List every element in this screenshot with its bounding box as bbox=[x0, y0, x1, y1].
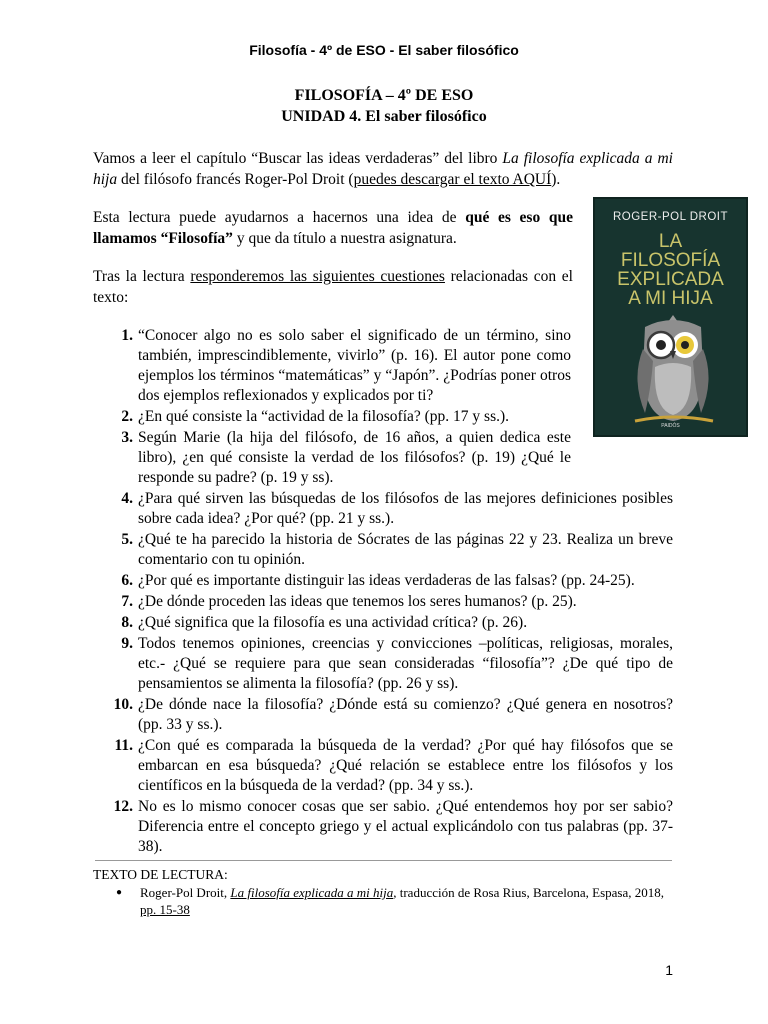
list-item bbox=[93, 695, 673, 735]
question-text: ¿Para qué sirven las búsquedas de los filósofos de las mejores definiciones posibles sobre cada idea? ¿Por qué? (pp. 21 y ss.). bbox=[138, 490, 673, 527]
question-text: ¿Qué te ha parecido la historia de Sócrates de las páginas 22 y 23. Realiza un breve comentario con tu opinión. bbox=[138, 531, 673, 568]
question-number: 4. bbox=[121, 490, 133, 507]
question-text: Todos tenemos opiniones, creencias y convicciones –políticas, religiosas, morales, etc.- ¿Qué se requiere para que sean consideradas “filosofía”? ¿De qué tipo de pensamientos se alimenta la filosofía? (pp. 26 y ss). bbox=[138, 635, 673, 692]
book-title: La filosofía explicada a mi hija bbox=[93, 150, 673, 188]
reference-heading: TEXTO DE LECTURA: bbox=[93, 867, 228, 882]
purpose-text: Esta lectura puede ayudarnos a hacernos una idea de bbox=[93, 209, 466, 226]
list-item bbox=[93, 634, 673, 694]
purpose-text-end: y que da título a nuestra asignatura. bbox=[232, 230, 457, 247]
question-number: 8. bbox=[121, 614, 133, 631]
question-text: ¿De dónde proceden las ideas que tenemos los seres humanos? (p. 25). bbox=[138, 593, 577, 610]
question-text: ¿Con qué es comparada la búsqueda de la verdad? ¿Por qué hay filósofos que se embarcan en esa búsqueda? ¿Qué relación se establece entre los filósofos y los científicos en la búsqueda de la verdad? (pp. 34 y ss.). bbox=[138, 737, 673, 794]
purpose-emphasis: qué es eso que llamamos “Filosofía” bbox=[93, 209, 573, 247]
list-item bbox=[93, 489, 673, 529]
question-text: Según Marie (la hija del filósofo, de 16 años, a quien dedica este libro), ¿en qué consiste la verdad de los filósofos? (p. 19) ¿Qué le responde su padre? (p. 19 y ss). bbox=[138, 429, 571, 486]
question-text: “Conocer algo no es solo saber el significado de un término, sino también, imprescindiblemente, vivirlo” (p. 16). El autor pone como ejemplos los términos “matemáticas” y “Japón”. ¿Podrías poner otros dos ejemplos reflexionados y explicados por ti? bbox=[138, 327, 571, 404]
owl-illustration bbox=[595, 309, 748, 429]
book-cover-image bbox=[593, 197, 748, 437]
reference-text bbox=[140, 884, 676, 918]
intro-text-end: ). bbox=[551, 171, 561, 188]
list-item bbox=[93, 592, 673, 612]
cover-author: ROGER-POL DROIT bbox=[612, 211, 729, 223]
document-title: FILOSOFÍA – 4º DE ESO bbox=[294, 87, 474, 104]
questions-intro-paragraph bbox=[93, 266, 573, 308]
question-text: ¿En qué consiste la “actividad de la filosofía? (pp. 17 y ss.). bbox=[138, 408, 510, 425]
list-item bbox=[93, 530, 673, 570]
reference-details: , traducción de Rosa Rius, Barcelona, Espasa, 2018, bbox=[393, 885, 664, 900]
questions-list bbox=[93, 326, 673, 858]
intro-text-mid: del filósofo francés Roger-Pol Droit ( bbox=[117, 171, 354, 188]
questions-intro-text: Tras la lectura bbox=[93, 268, 191, 285]
reference-book-link[interactable]: La filosofía explicada a mi hija bbox=[230, 885, 394, 900]
reference-author: Roger-Pol Droit, bbox=[140, 885, 231, 900]
question-number: 11. bbox=[114, 737, 133, 754]
list-item bbox=[93, 571, 673, 591]
reference-item bbox=[116, 884, 676, 918]
footnote-divider bbox=[95, 860, 672, 861]
question-number: 6. bbox=[121, 572, 133, 589]
cover-title-line: LA bbox=[658, 231, 683, 252]
bullet-icon: ● bbox=[116, 887, 123, 898]
cover-title-line: FILOSOFÍA bbox=[620, 250, 721, 271]
download-link[interactable]: puedes descargar el texto AQUÍ bbox=[353, 171, 552, 188]
question-text: ¿Qué significa que la filosofía es una actividad crítica? (p. 26). bbox=[138, 614, 528, 631]
question-number: 1. bbox=[121, 327, 133, 344]
question-number: 10. bbox=[113, 696, 133, 713]
list-item bbox=[93, 736, 673, 796]
question-number: 9. bbox=[121, 635, 133, 652]
cover-title-line: A MI HIJA bbox=[628, 288, 713, 309]
cover-title bbox=[595, 232, 746, 308]
cover-publisher: PAIDÓS bbox=[661, 423, 680, 429]
question-text: ¿De dónde nace la filosofía? ¿Dónde está su comienzo? ¿Qué genera en nosotros? (pp. 33 y ss.). bbox=[138, 696, 673, 733]
question-number: 5. bbox=[121, 531, 133, 548]
page-number: 1 bbox=[665, 962, 673, 978]
purpose-paragraph bbox=[93, 207, 573, 249]
question-number: 12. bbox=[113, 798, 133, 815]
intro-text: Vamos a leer el capítulo “Buscar las ideas verdaderas” del libro bbox=[93, 150, 503, 167]
question-number: 2. bbox=[121, 408, 133, 425]
list-item bbox=[93, 407, 673, 427]
intro-paragraph bbox=[93, 148, 673, 190]
list-item bbox=[93, 428, 673, 488]
list-item bbox=[93, 797, 673, 857]
question-text: ¿Por qué es importante distinguir las ideas verdaderas de las falsas? (pp. 24-25). bbox=[138, 572, 635, 589]
document-subtitle: UNIDAD 4. El saber filosófico bbox=[281, 108, 487, 125]
cover-title-line: EXPLICADA bbox=[617, 269, 724, 290]
questions-intro-end: relacionadas con el texto: bbox=[93, 268, 573, 306]
reference-pages-link[interactable]: pp. 15-38 bbox=[140, 902, 190, 917]
list-item bbox=[93, 613, 673, 633]
questions-emphasis: responderemos las siguientes cuestiones bbox=[190, 268, 445, 285]
question-number: 3. bbox=[121, 429, 133, 446]
question-number: 7. bbox=[121, 593, 133, 610]
question-text: No es lo mismo conocer cosas que ser sabio. ¿Qué entendemos hoy por ser sabio? Diferencia entre el concepto griego y el actual explicándolo con tus palabras (pp. 37-38). bbox=[138, 798, 673, 855]
page-header: Filosofía - 4º de ESO - El saber filosófico bbox=[249, 42, 519, 58]
list-item bbox=[93, 326, 673, 406]
